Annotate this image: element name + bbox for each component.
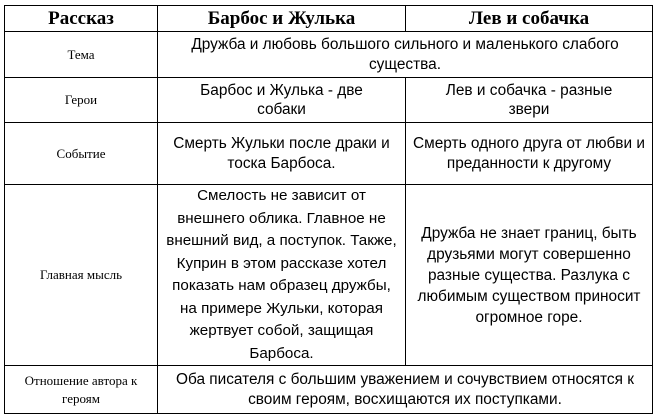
- heroes-row: [5, 78, 653, 123]
- event-lion: Смерть одного друга от любви и преданности к другому: [406, 123, 653, 185]
- event-label: Событие: [5, 123, 158, 185]
- header-criterion: Рассказ: [5, 6, 158, 32]
- attitude-row: [5, 366, 653, 414]
- theme-value: Дружба и любовь большого сильного и маленького слабого существа.: [158, 32, 653, 78]
- main-idea-lion: Дружба не знает границ, быть друзьями могут совершенно разные существа. Разлука с любимым существом приносит огромное горе.: [406, 185, 653, 366]
- theme-label: Тема: [5, 32, 158, 78]
- heroes-lion: Лев и собачка - разные звери: [406, 78, 653, 123]
- heroes-barbos: Барбос и Жулька - две собаки: [158, 78, 406, 123]
- event-row: [5, 123, 653, 185]
- main-idea-barbos: Смелость не зависит от внешнего облика. Главное не внешний вид, а поступок. Также, Куприн в этом рассказе хотел показать нам образец дружбы, на примере Жульки, которая жертвует собой, защищая Барбоса.: [158, 185, 406, 366]
- main-idea-row: [5, 185, 653, 366]
- header-row: [5, 6, 653, 32]
- header-story-lion: Лев и собачка: [406, 6, 653, 32]
- comparison-table: [4, 5, 653, 414]
- heroes-label: Герои: [5, 78, 158, 123]
- main-idea-label: Главная мысль: [5, 185, 158, 366]
- header-story-barbos: Барбос и Жулька: [158, 6, 406, 32]
- event-barbos: Смерть Жульки после драки и тоска Барбоса.: [158, 123, 406, 185]
- attitude-label: Отношение автора к героям: [5, 366, 158, 414]
- attitude-value: Оба писателя с большим уважением и сочувствием относятся к своим героям, восхищаются их поступками.: [158, 366, 653, 414]
- theme-row: [5, 32, 653, 78]
